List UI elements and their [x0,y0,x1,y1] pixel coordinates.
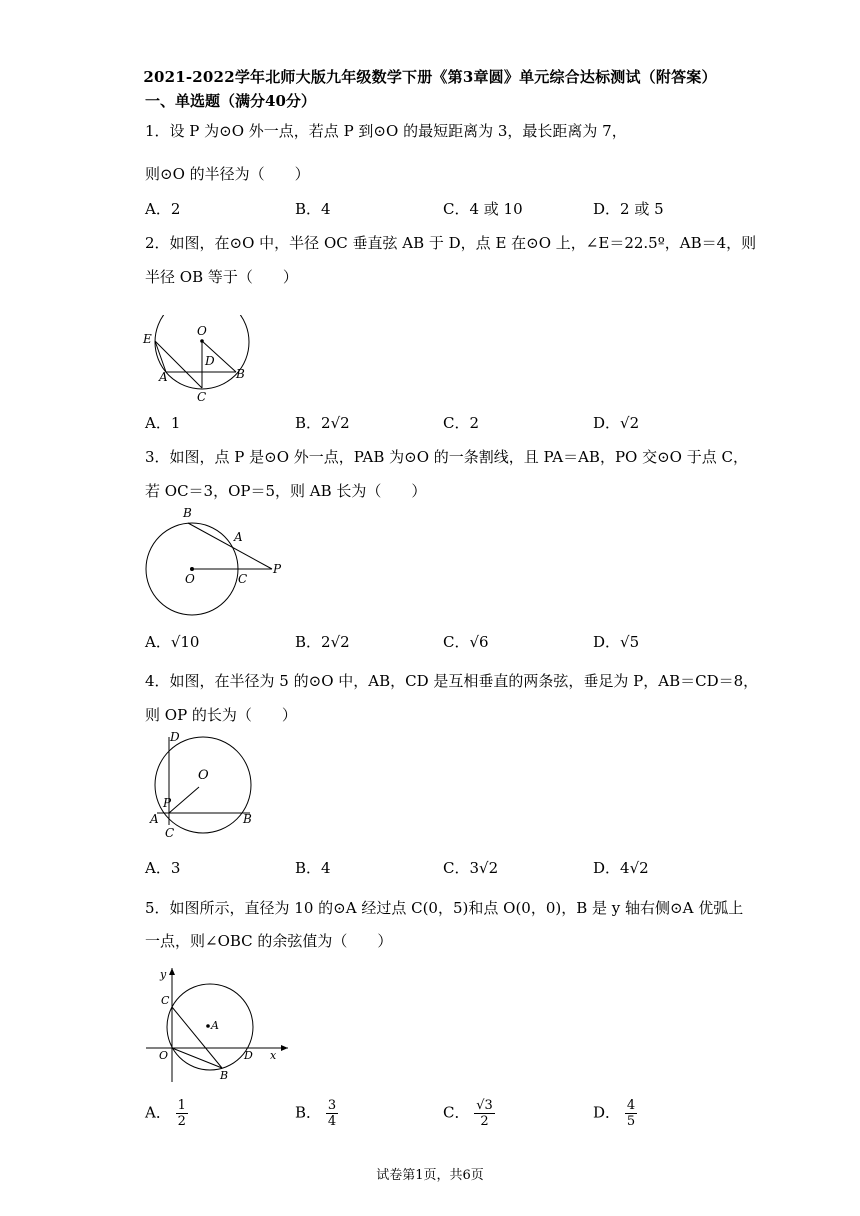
q3-label-a: A [234,530,243,544]
q5-options [145,1098,765,1138]
q5-center-dot [206,1024,210,1028]
q5-option-c-fraction [474,1098,495,1129]
q1-options [145,198,765,224]
q1-option-d: D．2 或 5 [593,200,664,218]
q5-option-b-label: B． [295,1103,322,1122]
q3-option-d: D．√5 [593,633,640,651]
q4-label-b: B [243,812,252,826]
q5-option-a-numerator: 1 [177,1098,186,1113]
q2-line-1: 2．如图，在⊙O 中，半径 OC 垂直弦 AB 于 D，点 E 在⊙O 上，∠E＝22.5º，AB＝4，则 [145,234,757,252]
q5-label-o: O [159,1049,169,1062]
q1-option-c: C．4 或 10 [443,200,523,218]
q5-option-a-label: A． [145,1103,171,1122]
q3-label-c: C [238,572,248,586]
q5-line-1: 5．如图所示，直径为 10 的⊙A 经过点 C(0，5)和点 O(0，0)，B 是 y 轴右侧⊙A 优弧上 [145,899,744,917]
q3-option-c: C．√6 [443,633,489,651]
q1-option-a: A．2 [145,200,181,218]
q4-option-b: B．4 [295,859,331,877]
q2-label-a: A [159,370,168,384]
q5-circle [167,984,253,1070]
q4-label-o: O [198,768,209,783]
q5-label-y: y [160,968,167,981]
q5-line-2: 一点，则∠OBC 的余弦值为（ ） [145,932,393,950]
q3-secant-bp [188,523,272,569]
q5-label-d: D [244,1049,253,1062]
q1-option-b: B．4 [295,200,331,218]
q4-label-d: D [170,730,180,744]
q1-line-1: 1．设 P 为⊙O 外一点，若点 P 到⊙O 的最短距离为 3，最长距离为 7， [145,122,627,140]
q1-line-2: 则⊙O 的半径为（ ） [145,165,310,183]
q5-option-a-fraction [176,1098,188,1129]
q2-segment-ea [155,341,166,372]
q3-option-a: A．√10 [145,633,200,651]
q5-figure [140,962,295,1087]
q5-option-c-denominator: 2 [480,1114,489,1129]
q5-option-d [593,1098,637,1129]
q4-options [145,857,765,883]
q4-label-a: A [150,812,159,826]
q5-option-c [443,1098,495,1129]
q3-label-o: O [185,572,195,586]
q2-center-dot [200,339,204,343]
q3-label-b: B [183,506,192,520]
q4-line-2: 则 OP 的长为（ ） [145,706,297,724]
q2-options [145,412,765,438]
q5-option-d-fraction [625,1098,637,1129]
q5-label-a: A [211,1019,219,1032]
q2-figure [140,315,270,405]
q3-center-dot [190,567,194,571]
q2-option-c: C．2 [443,414,480,432]
q2-line-2: 半径 OB 等于（ ） [145,268,298,286]
section-heading: 一、单选题（满分40分） [145,92,316,110]
q5-option-a [145,1098,188,1129]
exam-title: 2021-2022学年北师大版九年级数学下册《第3章圆》单元综合达标测试（附答案） [143,68,717,86]
q4-line-1: 4．如图，在半径为 5 的⊙O 中，AB，CD 是互相垂直的两条弦，垂足为 P，AB＝CD＝8， [145,672,759,690]
q2-label-d: D [205,354,215,368]
q5-option-b-denominator: 4 [327,1114,337,1129]
q3-options [145,631,765,657]
q5-label-b: B [220,1069,229,1082]
q4-segment-op [169,787,199,813]
q5-x-arrow [281,1045,288,1051]
q2-option-d: D．√2 [593,414,640,432]
q5-option-d-numerator: 4 [626,1098,636,1113]
page-footer: 试卷第1页，共6页 [376,1168,484,1183]
q2-option-b: B．2√2 [295,414,350,432]
q5-option-b-fraction [326,1098,338,1129]
q5-option-c-label: C． [443,1103,470,1122]
q4-figure [140,727,265,842]
q2-label-e: E [143,332,152,346]
q5-option-b-numerator: 3 [327,1098,337,1113]
q5-option-b [295,1098,338,1129]
q4-option-a: A．3 [145,859,181,877]
q5-option-a-denominator: 2 [177,1114,186,1129]
q2-label-c: C [197,390,207,404]
q5-option-d-label: D． [593,1103,621,1122]
q5-label-x: x [270,1049,277,1062]
q4-label-p: P [163,796,172,810]
q3-figure [140,505,290,620]
q2-label-o: O [197,324,207,338]
q3-option-b: B．2√2 [295,633,350,651]
q3-label-p: P [273,562,282,576]
q5-label-c: C [161,994,170,1007]
q5-segment-cb [172,1007,222,1068]
q5-option-c-numerator: √3 [476,1098,493,1113]
q3-line-1: 3．如图，点 P 是⊙O 外一点，PAB 为⊙O 的一条割线，且 PA＝AB，PO 交⊙O 于点 C， [145,448,748,466]
q4-option-d: D．4√2 [593,859,649,877]
q5-y-arrow [169,968,175,975]
q5-option-d-denominator: 5 [626,1114,636,1129]
q2-label-b: B [236,367,245,381]
q2-option-a: A．1 [145,414,181,432]
q4-option-c: C．3√2 [443,859,499,877]
q3-line-2: 若 OC＝3，OP＝5，则 AB 长为（ ） [145,482,427,500]
q4-label-c: C [165,826,175,840]
